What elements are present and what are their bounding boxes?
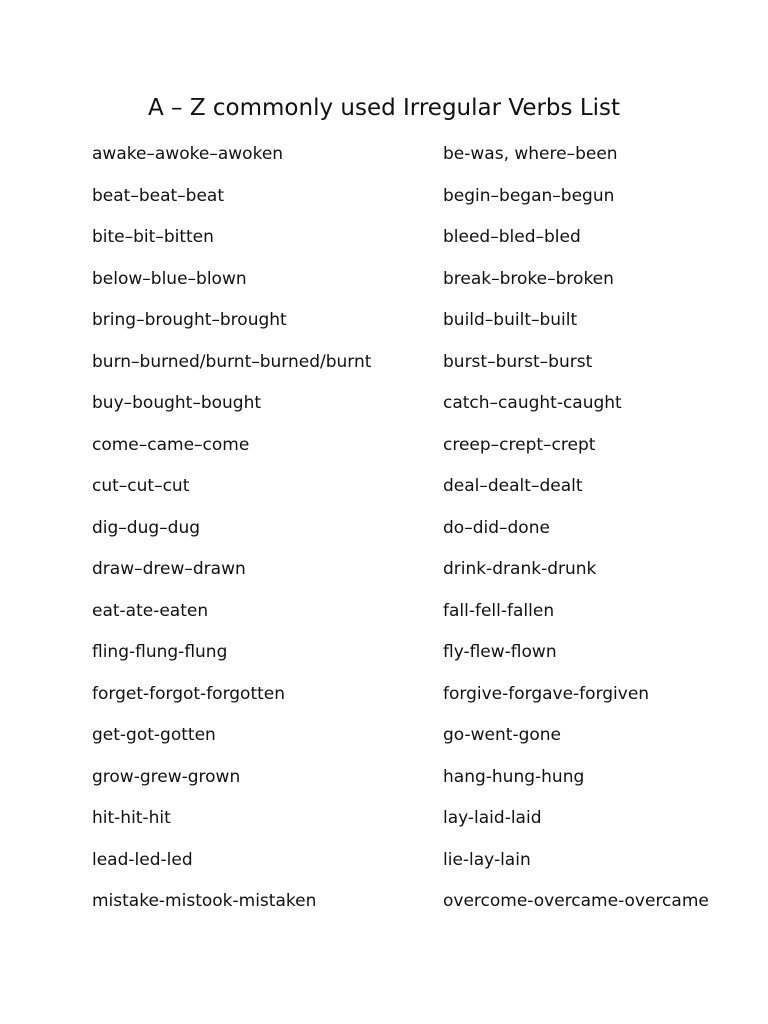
verb-entry-right: creep–crept–crept (443, 434, 596, 455)
verb-entry-right: go-went-gone (443, 725, 562, 745)
verb-entry-right: lie-lay-lain (443, 849, 531, 870)
verb-entry-left: beat–beat–beat (92, 185, 224, 206)
verb-entry-right: forgive-forgave-forgiven (443, 683, 650, 704)
verb-entry-right: do–did–done (443, 517, 550, 538)
verb-entry-left: bite–bit–bitten (92, 227, 214, 247)
verb-entry-left: bring–brought–brought (92, 310, 287, 330)
verb-entry-right: burst–burst–burst (443, 351, 593, 372)
page-title: A – Z commonly used Irregular Verbs List (147, 95, 621, 121)
verb-entry-left: dig–dug–dug (92, 517, 201, 538)
verb-entry-left: below–blue–blown (92, 268, 247, 289)
verb-entry-right: catch–caught-caught (443, 393, 622, 413)
verb-entry-left: lead-led-led (92, 849, 193, 870)
verb-entry-left: come–came–come (92, 434, 250, 455)
verb-list (92, 139, 732, 928)
verb-entry-right: fly-flew-flown (443, 642, 557, 662)
verb-entry-right: break–broke–broken (443, 268, 614, 289)
verb-entry-left: get-got-gotten (92, 725, 216, 745)
verb-entry-right: hang-hung-hung (443, 766, 585, 787)
verb-entry-left: fling-flung-flung (92, 642, 228, 662)
verb-entry-right: overcome-overcame-overcame (443, 891, 709, 911)
verb-entry-left: grow-grew-grown (92, 766, 241, 787)
verb-entry-left: cut–cut–cut (92, 476, 190, 496)
verb-entry-left: hit-hit-hit (92, 808, 171, 828)
verb-entry-left: eat-ate-eaten (92, 600, 209, 621)
verb-entry-left: awake–awoke–awoken (92, 144, 284, 164)
verb-entry-right: deal–dealt–dealt (443, 476, 583, 496)
verb-entry-right: be-was, where–been (443, 144, 618, 164)
verb-entry-left: draw–drew–drawn (92, 559, 246, 579)
verb-entry-left: mistake-mistook-mistaken (92, 891, 317, 911)
verb-entry-right: build–built–built (443, 310, 578, 330)
verb-entry-right: bleed–bled–bled (443, 227, 581, 247)
verb-entry-right: begin–began–begun (443, 185, 615, 206)
verb-entry-right: drink-drank-drunk (443, 559, 597, 579)
verb-entry-right: fall-fell-fallen (443, 600, 555, 621)
verb-entry-left: burn–burned/burnt–burned/burnt (92, 351, 372, 372)
verb-entry-left: buy–bought–bought (92, 393, 262, 413)
verb-entry-right: lay-laid-laid (443, 808, 542, 828)
verb-entry-left: forget-forgot-forgotten (92, 683, 286, 704)
